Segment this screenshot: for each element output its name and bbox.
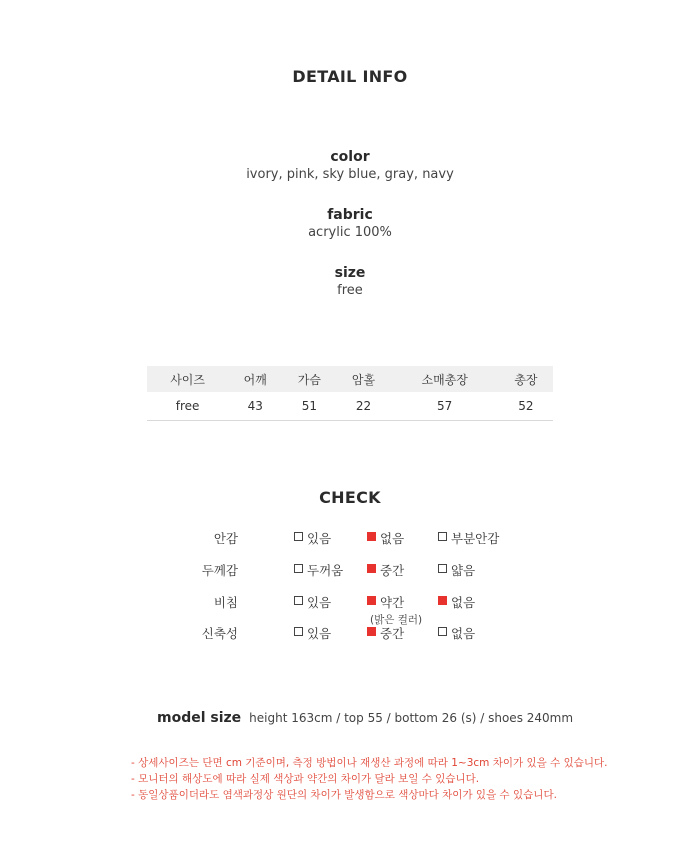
- check-option: [438, 624, 475, 642]
- checkbox-icon: [438, 532, 447, 541]
- note-line: - 모니터의 해상도에 따라 실제 색상과 약간의 차이가 달라 보일 수 있습니다.: [131, 773, 480, 785]
- check-option: [294, 624, 331, 642]
- check-option: [294, 593, 331, 611]
- check-option-label: 중간: [380, 626, 405, 641]
- check-row-label: 안감: [213, 531, 238, 546]
- check-row-label: 비침: [213, 595, 238, 610]
- size-value: free: [337, 283, 363, 298]
- checkbox-checked-icon: [367, 532, 376, 541]
- table-row: [147, 392, 553, 421]
- check-title: CHECK: [319, 488, 381, 507]
- check-option-label: 얇음: [451, 563, 476, 578]
- check-option: [438, 529, 499, 547]
- check-option: [367, 561, 404, 579]
- detail-info-title: DETAIL INFO: [292, 67, 408, 86]
- checkbox-checked-icon: [438, 596, 447, 605]
- check-option: [367, 529, 404, 547]
- table-header-cell: 암홀: [336, 366, 390, 392]
- table-cell: 57: [391, 392, 499, 421]
- checkbox-icon: [294, 564, 303, 573]
- table-cell: 22: [336, 392, 390, 421]
- check-option-label: 없음: [380, 531, 405, 546]
- table-cell: free: [147, 392, 228, 421]
- checkbox-icon: [438, 627, 447, 636]
- size-label: size: [334, 265, 366, 281]
- check-option-label: 있음: [307, 531, 332, 546]
- check-option-label: 있음: [307, 595, 332, 610]
- check-option-label: 없음: [451, 595, 476, 610]
- check-option: [294, 561, 343, 579]
- notes: [131, 755, 608, 803]
- table-cell: 52: [499, 392, 553, 421]
- check-option: [438, 561, 475, 579]
- fabric-value: acrylic 100%: [308, 225, 392, 240]
- table-header-cell: 소매총장: [391, 366, 499, 392]
- check-option-label: 없음: [451, 626, 476, 641]
- table-cell: 43: [228, 392, 282, 421]
- table-header-cell: 총장: [499, 366, 553, 392]
- check-option-label: 약간: [380, 595, 405, 610]
- note-line: - 상세사이즈는 단면 cm 기준이며, 측정 방법이나 재생산 과정에 따라 1~3cm 차이가 있을 수 있습니다.: [131, 757, 608, 769]
- check-option-sublabel: (밝은 컬러): [370, 614, 423, 626]
- check-row-lining: [0, 529, 700, 549]
- color-value: ivory, pink, sky blue, gray, navy: [246, 167, 454, 182]
- table-cell: 51: [282, 392, 336, 421]
- checkbox-icon: [294, 627, 303, 636]
- check-option: [367, 624, 404, 642]
- checkbox-icon: [294, 596, 303, 605]
- check-option: [367, 593, 422, 627]
- checkbox-checked-icon: [367, 564, 376, 573]
- model-size-text: height 163cm / top 55 / bottom 26 (s) / shoes 240mm: [249, 711, 574, 725]
- size-table: [147, 366, 553, 421]
- check-row-stretch: [0, 624, 700, 644]
- check-row-thickness: [0, 561, 700, 581]
- size-table-header-row: [147, 366, 553, 392]
- check-option: [294, 529, 331, 547]
- checkbox-checked-icon: [367, 627, 376, 636]
- check-option-label: 있음: [307, 626, 332, 641]
- check-option-label: 중간: [380, 563, 405, 578]
- note-line: - 동일상품이더라도 염색과정상 원단의 차이가 발생함으로 색상마다 차이가 있을 수 있습니다.: [131, 789, 557, 801]
- check-option-label: 두꺼움: [307, 563, 344, 578]
- check-row-label: 신축성: [201, 626, 238, 641]
- table-header-cell: 사이즈: [147, 366, 228, 392]
- check-row-sheerness: [0, 593, 700, 626]
- color-label: color: [330, 149, 370, 165]
- fabric-label: fabric: [327, 207, 373, 223]
- table-header-cell: 어깨: [228, 366, 282, 392]
- check-row-label: 두께감: [201, 563, 238, 578]
- model-size-label: model size: [157, 710, 242, 726]
- check-option-label: 부분안감: [451, 531, 500, 546]
- checkbox-icon: [294, 532, 303, 541]
- model-size: [157, 707, 573, 726]
- checkbox-checked-icon: [367, 596, 376, 605]
- checkbox-icon: [438, 564, 447, 573]
- table-header-cell: 가슴: [282, 366, 336, 392]
- check-option: [438, 593, 475, 611]
